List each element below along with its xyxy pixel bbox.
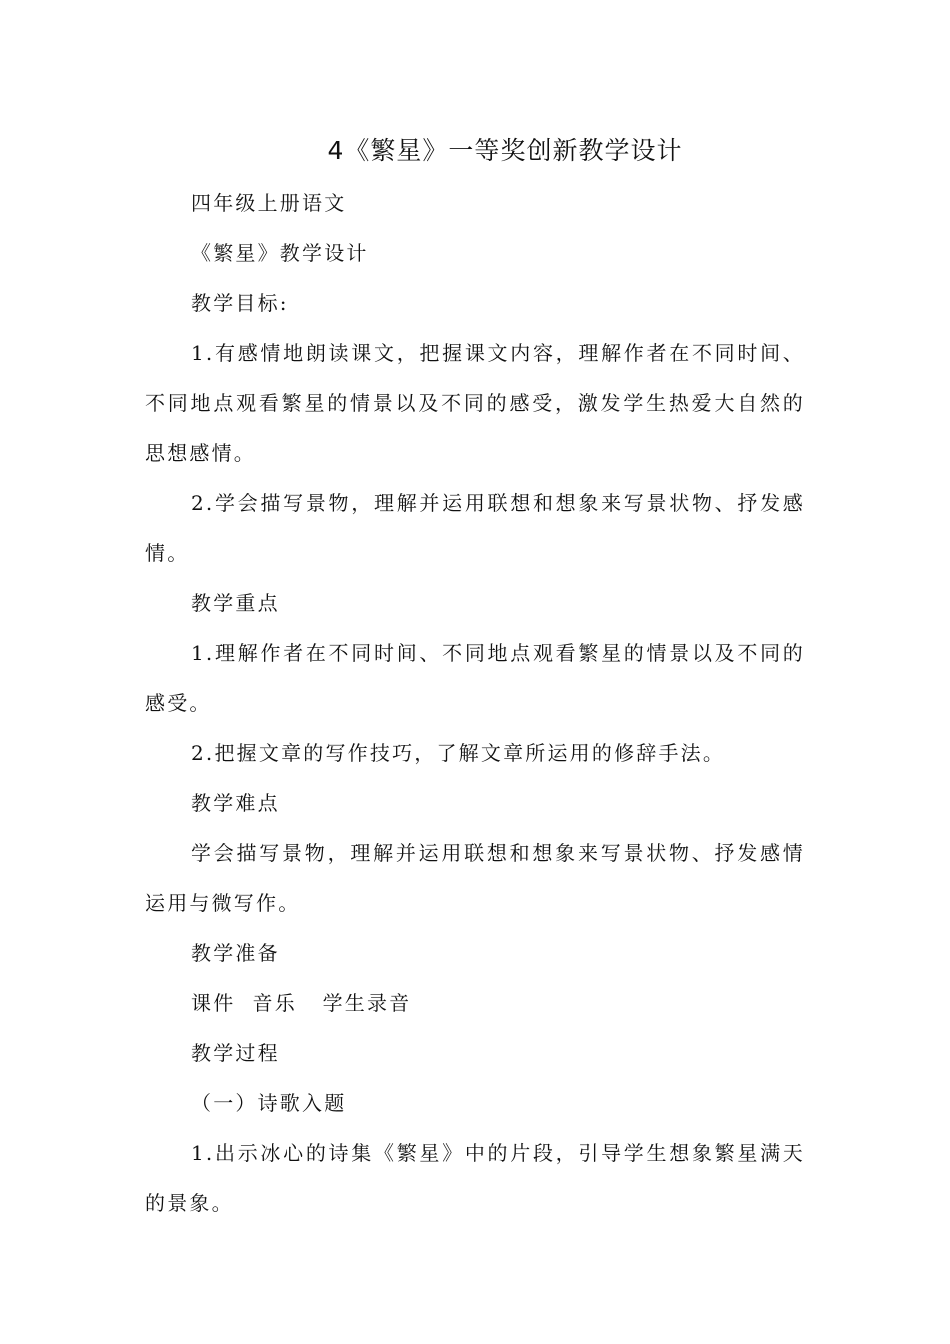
paragraph-key-point-2: 2.把握文章的写作技巧，了解文章所运用的修辞手法。 bbox=[191, 741, 726, 765]
document-body bbox=[145, 178, 805, 1228]
heading-objectives: 教学目标: bbox=[191, 291, 289, 315]
paragraph-objective-2: 2.学会描写景物，理解并运用联想和想象来写景状物、抒发感情。 bbox=[145, 491, 805, 565]
paragraph-difficulty: 学会描写景物，理解并运用联想和想象来写景状物、抒发感情运用与微写作。 bbox=[145, 841, 805, 915]
paragraph-design-title: 《繁星》教学设计 bbox=[191, 241, 369, 265]
heading-preparation: 教学准备 bbox=[191, 941, 280, 965]
paragraph-materials: 课件 音乐 学生录音 bbox=[191, 991, 412, 1015]
heading-process: 教学过程 bbox=[191, 1041, 280, 1065]
heading-key-points: 教学重点 bbox=[191, 591, 280, 615]
paragraph-step-1: 1.出示冰心的诗集《繁星》中的片段，引导学生想象繁星满天的景象。 bbox=[145, 1141, 805, 1215]
heading-difficulties: 教学难点 bbox=[191, 791, 280, 815]
paragraph-key-point-1: 1.理解作者在不同时间、不同地点观看繁星的情景以及不同的感受。 bbox=[145, 641, 805, 715]
document-title: 4《繁星》一等奖创新教学设计 bbox=[327, 136, 683, 165]
paragraph-grade: 四年级上册语文 bbox=[191, 191, 347, 215]
paragraph-objective-1: 1.有感情地朗读课文，把握课文内容，理解作者在不同时间、不同地点观看繁星的情景以及不同的感受，激发学生热爱大自然的思想感情。 bbox=[145, 341, 805, 465]
heading-section-1: （一）诗歌入题 bbox=[191, 1091, 347, 1115]
